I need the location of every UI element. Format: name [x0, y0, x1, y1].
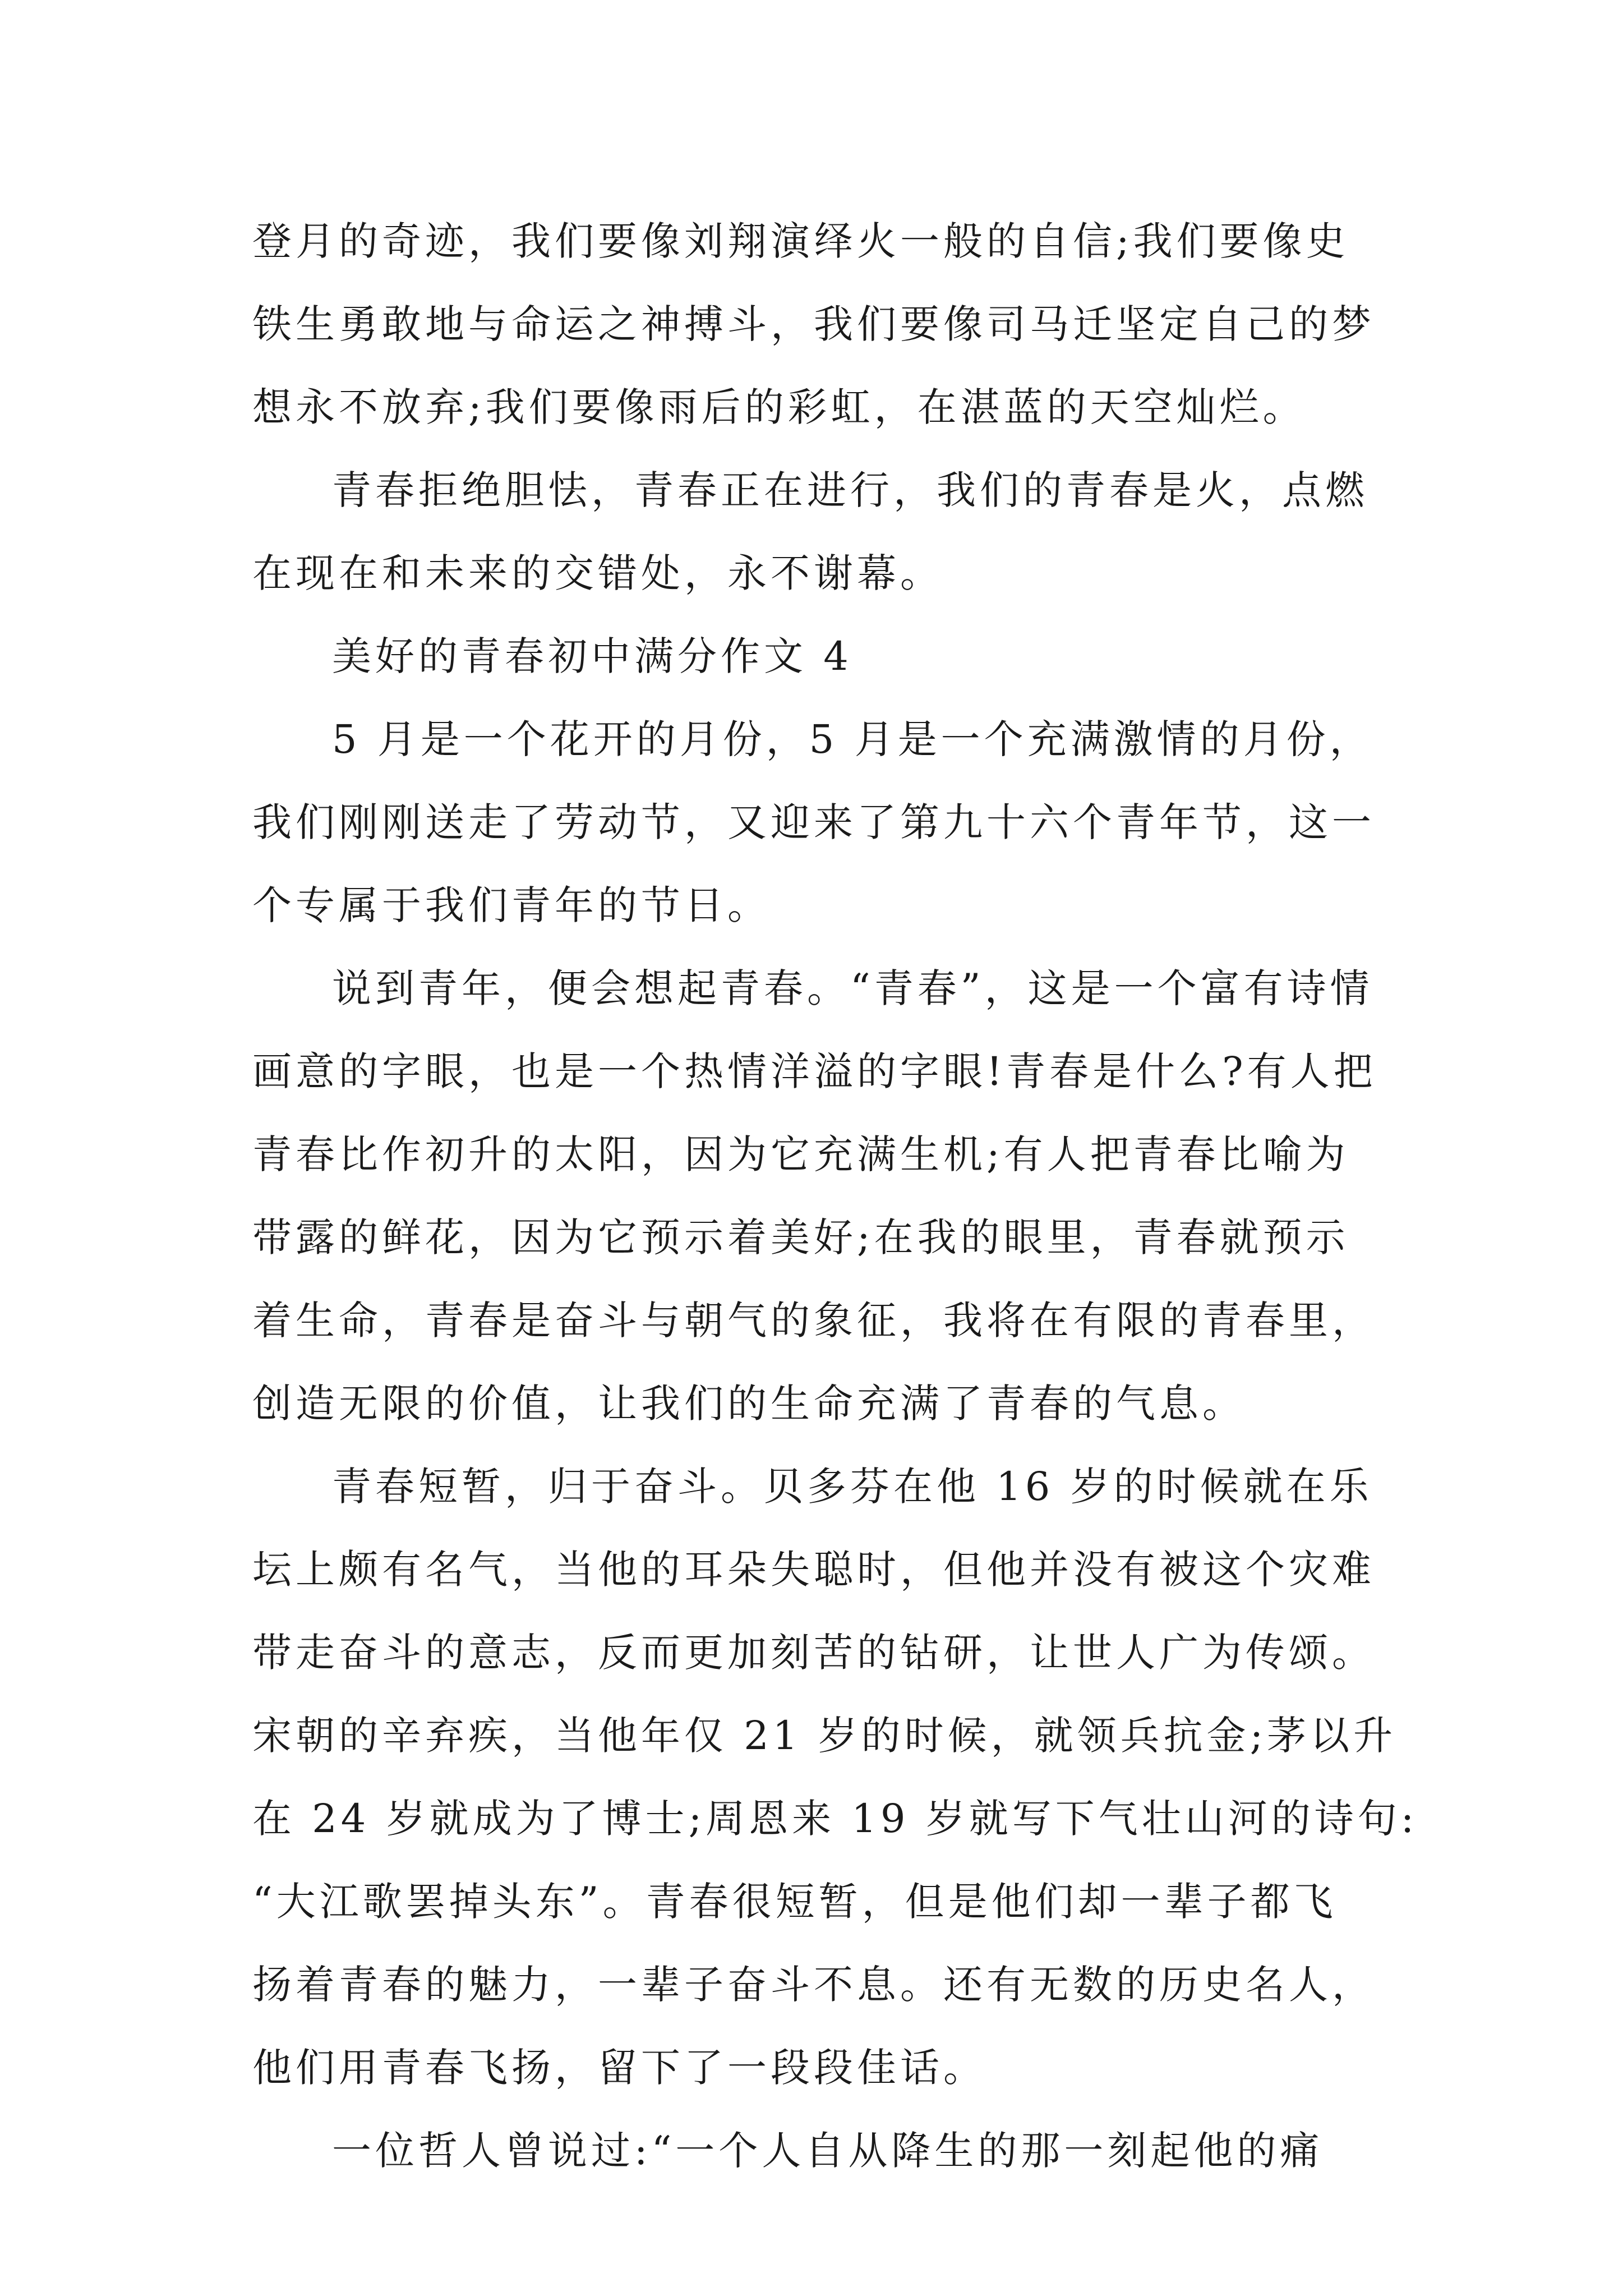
text-line: 青春短暂，归于奋斗。贝多芬在他 16 岁的时候就在乐: [332, 1464, 1373, 1510]
text-line: 个专属于我们青年的节日。: [252, 882, 771, 928]
text-line: 青春比作初升的太阳，因为它充满生机;有人把青春比喻为: [252, 1131, 1349, 1177]
text-line: 说到青年，便会想起青春。“青春”，这是一个富有诗情: [332, 965, 1373, 1011]
section-heading: 美好的青春初中满分作文 4: [332, 633, 852, 679]
text-line: 铁生勇敢地与命运之神搏斗，我们要像司马迁坚定自己的梦: [252, 301, 1375, 347]
text-line: 想永不放弃;我们要像雨后的彩虹，在湛蓝的天空灿烂。: [252, 384, 1306, 430]
text-line: 创造无限的价值，让我们的生命充满了青春的气息。: [252, 1381, 1246, 1427]
text-line: 画意的字眼，也是一个热情洋溢的字眼!青春是什么?有人把: [252, 1048, 1377, 1094]
text-line: 带走奋斗的意志，反而更加刻苦的钻研，让世人广为传颂。: [252, 1630, 1375, 1676]
text-line: “大江歌罢掉头东”。青春很短暂，但是他们却一辈子都飞: [252, 1879, 1337, 1925]
text-line: 5 月是一个花开的月份，5 月是一个充满激情的月份，: [332, 716, 1373, 762]
text-line: 着生命，青春是奋斗与朝气的象征，我将在有限的青春里，: [252, 1297, 1375, 1343]
text-line: 登月的奇迹，我们要像刘翔演绎火一般的自信;我们要像史: [252, 218, 1349, 264]
text-line: 坛上颇有名气，当他的耳朵失聪时，但他并没有被这个灾难: [252, 1547, 1375, 1593]
text-line: 带露的鲜花，因为它预示着美好;在我的眼里，青春就预示: [252, 1214, 1349, 1260]
text-line: 他们用青春飞扬，留下了一段段佳话。: [252, 2045, 986, 2091]
text-line: 我们刚刚送走了劳动节，又迎来了第九十六个青年节，这一: [252, 799, 1375, 845]
text-line: 扬着青春的魅力，一辈子奋斗不息。还有无数的历史名人，: [252, 1962, 1375, 2008]
text-line: 在现在和未来的交错处，永不谢幕。: [252, 550, 943, 596]
text-line: 宋朝的辛弃疾，当他年仅 21 岁的时候，就领兵抗金;茅以升: [252, 1713, 1397, 1759]
text-line: 青春拒绝胆怯，青春正在进行，我们的青春是火，点燃: [332, 467, 1368, 513]
text-line: 在 24 岁就成为了博士;周恩来 19 岁就写下气壮山河的诗句:: [252, 1796, 1418, 1842]
text-line: 一位哲人曾说过:“一个人自从降生的那一刻起他的痛: [332, 2128, 1324, 2174]
